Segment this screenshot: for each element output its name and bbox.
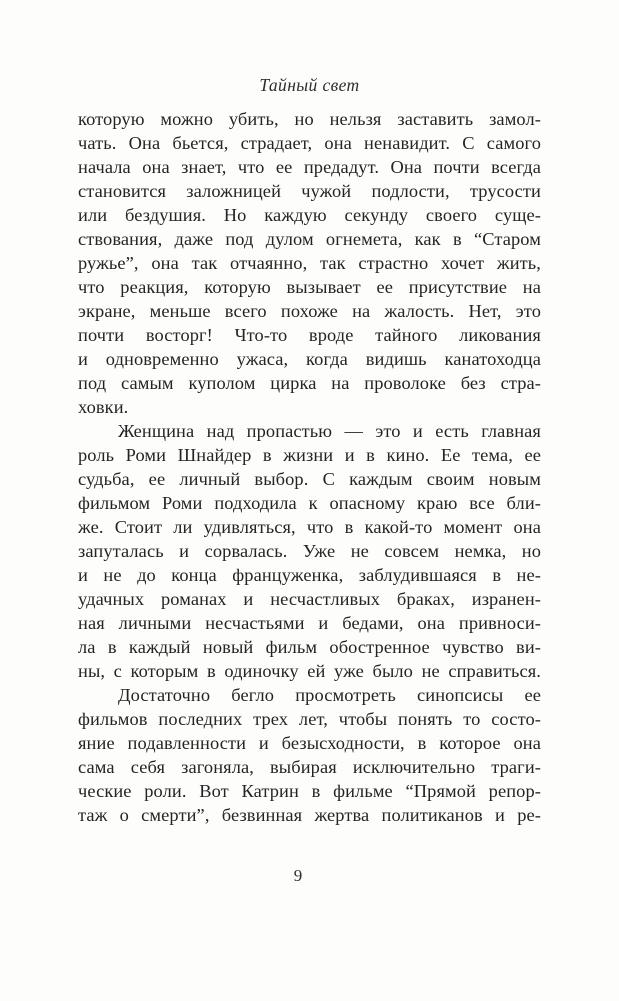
text-line: под самым куполом цирка на проволоке без стра- (78, 373, 541, 393)
text-line: которую можно убить, но нельзя заставить замол- (78, 109, 541, 129)
text-line: фильмов последних трех лет, чтобы понять то состо- (78, 709, 541, 729)
text-line: что реакция, которую вызывает ее присутствие на (78, 277, 541, 297)
text-line: роль Роми Шнайдер в жизни и в кино. Ее тема, ее (78, 445, 541, 465)
text-line: запуталась и сорвалась. Уже не совсем немка, но (78, 541, 541, 561)
text-line: ла в каждый новый фильм обостренное чувство ви- (78, 637, 541, 657)
text-line: чать. Она бьется, страдает, она ненавидит. С самого (78, 133, 541, 153)
text-line: ная личными несчастьями и бедами, она привноси- (78, 613, 541, 633)
text-line: ружье”, она так отчаянно, так страстно хочет жить, (78, 253, 541, 273)
text-line: почти восторг! Что-то вроде тайного ликования (78, 325, 541, 345)
text-line: или бездушия. Но каждую секунду своего суще- (78, 205, 541, 225)
text-block (78, 107, 541, 827)
text-line: фильмом Роми подходила к опасному краю все бли- (78, 493, 541, 513)
text-line: становится заложницей чужой подлости, трусости (78, 181, 541, 201)
text-line: и одновременно ужаса, когда видишь канатоходца (78, 349, 541, 369)
text-line: удачных романах и несчастливых браках, изранен- (78, 589, 541, 609)
text-line: экране, меньше всего похоже на жалость. Нет, это (78, 301, 541, 321)
text-line: начала она знает, что ее предадут. Она почти всегда (78, 157, 541, 177)
page-number: 9 (293, 866, 303, 885)
text-line: ческие роли. Вот Катрин в фильме “Прямой репор- (78, 781, 541, 801)
text-line: Достаточно бегло просмотреть синопсисы ее (118, 685, 541, 705)
text-line: ствования, даже под дулом огнемета, как в “Старом (78, 229, 541, 249)
running-header: Тайный свет (259, 75, 360, 95)
text-line: таж о смерти”, безвинная жертва политиканов и ре- (78, 805, 541, 825)
text-line: ны, с которым в одиночку ей уже было не справиться. (78, 661, 541, 681)
text-line: судьба, ее личный выбор. С каждым своим новым (78, 469, 541, 489)
text-line: же. Стоит ли удивляться, что в какой-то момент она (78, 517, 541, 537)
text-line: яние подавленности и безысходности, в которое она (78, 733, 541, 753)
text-line: сама себя загоняла, выбирая исключительно траги- (78, 757, 541, 777)
text-line: Женщина над пропастью — это и есть главная (118, 421, 541, 441)
text-line: ховки. (78, 397, 129, 417)
text-line: и не до конца француженка, заблудившаяся в не- (78, 565, 541, 585)
